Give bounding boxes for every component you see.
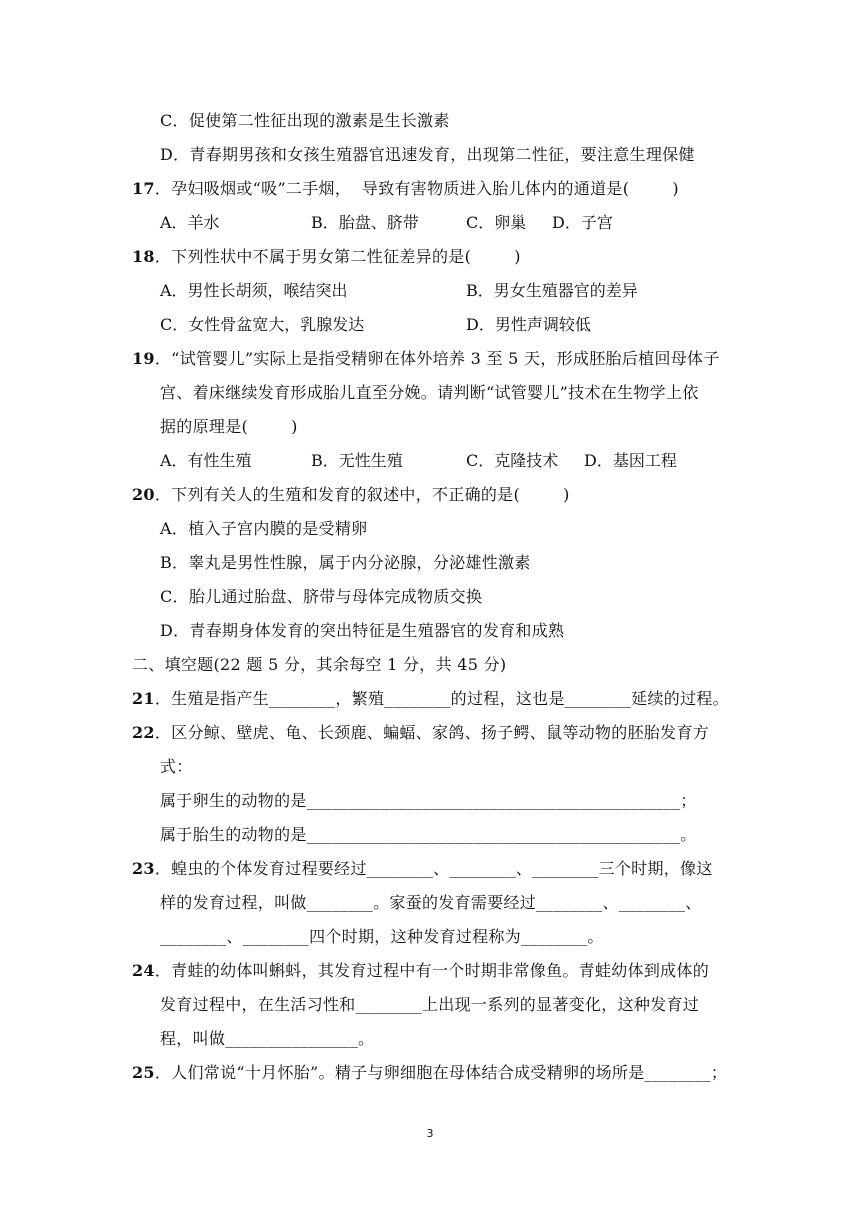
q19-stem-line1 <box>132 348 720 370</box>
q21-number: 21 <box>132 689 155 708</box>
q19-text-line1: ．“试管婴儿”实际上是指受精卵在体外培养 3 至 5 天，形成胚胎后植回母体子 <box>154 349 720 368</box>
q20-text: ．下列有关人的生殖和发育的叙述中，不正确的是( ) <box>154 485 570 504</box>
q22-stem-line2: 式： <box>160 757 193 776</box>
q19-option-a: A．有性生殖 <box>160 451 252 470</box>
q20-number: 20 <box>132 485 155 504</box>
q24-number: 24 <box>132 961 155 980</box>
q23-number: 23 <box>132 859 155 878</box>
q17-stem <box>132 178 679 200</box>
q24-text-line1: ．青蛙的幼体叫蝌蚪，其发育过程中有一个时期非常像鱼。青蛙幼体到成体的 <box>154 961 710 980</box>
q20-option-d: D．青春期身体发育的突出特征是生殖器官的发育和成熟 <box>160 621 565 640</box>
q20-option-c: C．胎儿通过胎盘、脐带与母体完成物质交换 <box>160 587 483 606</box>
q23-line3: ________、________四个时期，这种发育过程称为________。 <box>160 927 604 946</box>
q19-stem-line2: 宫、着床继续发育形成胎儿直至分娩。请判断“试管婴儿”技术在生物学上依 <box>160 383 699 402</box>
q23-text-line1: ．蝗虫的个体发育过程要经过________、________、________三个时期，像这 <box>154 859 713 878</box>
q17-option-a: A．羊水 <box>160 213 220 232</box>
q18-option-b: B．男女生殖器官的差异 <box>466 281 638 300</box>
q25-number: 25 <box>132 1063 155 1082</box>
q23-line2: 样的发育过程，叫做________。家蚕的发育需要经过________、________、 <box>160 893 702 912</box>
q22-stem-line1 <box>132 722 709 744</box>
q19-option-b: B．无性生殖 <box>311 451 403 470</box>
q18-option-d: D．男性声调较低 <box>466 315 591 334</box>
q21-stem <box>132 688 729 710</box>
q16-option-c: C．促使第二性征出现的激素是生长激素 <box>160 111 450 130</box>
q17-option-d: D．子宫 <box>552 213 613 232</box>
q19-stem-line3: 据的原理是( ) <box>160 417 298 436</box>
q18-stem <box>132 246 521 268</box>
q20-option-b: B．睾丸是男性性腺，属于内分泌腺，分泌雄性激素 <box>160 553 531 572</box>
q24-line2: 发育过程中，在生活习性和________上出现一系列的显著变化，这种发育过 <box>160 995 700 1014</box>
q19-option-c: C．克隆技术 <box>466 451 559 470</box>
q17-number: 17 <box>132 179 155 198</box>
q23-line1 <box>132 858 713 880</box>
page-number: 3 <box>426 1127 434 1140</box>
q18-option-a: A．男性长胡须，喉结突出 <box>160 281 348 300</box>
q18-option-c: C．女性骨盆宽大，乳腺发达 <box>160 315 365 334</box>
q17-option-c: C．卵巢 <box>466 213 527 232</box>
q17-option-b: B．胎盘、脐带 <box>311 213 419 232</box>
q21-text: ．生殖是指产生________，繁殖________的过程，这也是________延续的过程。 <box>154 689 729 708</box>
q24-line3: 程，叫做________________。 <box>160 1029 375 1048</box>
q24-line1 <box>132 960 709 982</box>
q22-text-line1: ．区分鲸、壁虎、龟、长颈鹿、蝙蝠、家鸽、扬子鳄、鼠等动物的胚胎发育方 <box>154 723 710 742</box>
q20-stem <box>132 484 570 506</box>
q17-text: ．孕妇吸烟或“吸”二手烟， 导致有害物质进入胎儿体内的通道是( ) <box>154 179 679 198</box>
q22-blank-oviparous: 属于卵生的动物的是_____________________________________________； <box>160 791 697 810</box>
section-heading: 二、填空题(22 题 5 分，其余每空 1 分，共 45 分) <box>132 655 507 674</box>
q22-number: 22 <box>132 723 155 742</box>
q20-option-a: A．植入子宫内膜的是受精卵 <box>160 519 368 538</box>
q19-option-d: D．基因工程 <box>584 451 677 470</box>
q18-text: ．下列性状中不属于男女第二性征差异的是( ) <box>154 247 521 266</box>
q25-text-line1: ．人们常说“十月怀胎”。精子与卵细胞在母体结合成受精卵的场所是________； <box>154 1063 728 1082</box>
q18-number: 18 <box>132 247 155 266</box>
q19-number: 19 <box>132 349 155 368</box>
q25-line1 <box>132 1062 727 1084</box>
q22-blank-viviparous: 属于胎生的动物的是_____________________________________________。 <box>160 825 697 844</box>
q16-option-d: D．青春期男孩和女孩生殖器官迅速发育，出现第二性征，要注意生理保健 <box>160 145 695 164</box>
